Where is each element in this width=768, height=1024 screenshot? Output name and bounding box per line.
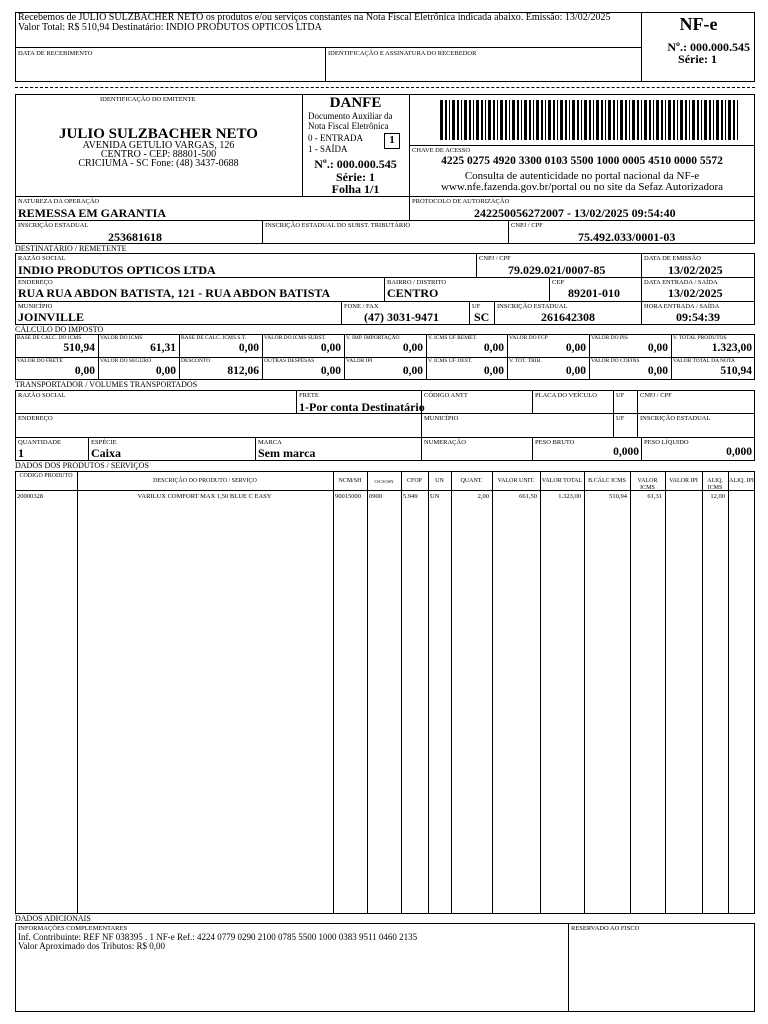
canhoto-nfe-title: NF-e — [679, 14, 718, 34]
imposto-label: VALOR DO COFINS — [591, 358, 640, 364]
emitente-cidade: CRICIUMA - SC Fone: (48) 3437-0688 — [78, 158, 239, 169]
barcode-bar — [697, 100, 699, 140]
ie-st-label: INSCRIÇÃO ESTADUAL DO SUBST. TRIBUTÁRIO — [265, 222, 411, 229]
barcode-bar — [493, 100, 495, 140]
barcode-bar — [505, 100, 507, 140]
barcode-bar — [725, 100, 726, 140]
barcode-bar — [656, 100, 659, 140]
barcode-bar — [548, 100, 551, 140]
column-header: VALOR ICMS — [637, 478, 658, 491]
barcode-bar — [488, 100, 491, 140]
column-header: VALOR TOTAL — [541, 478, 583, 484]
transp-qtd-label: QUANTIDADE — [18, 439, 61, 446]
dest-ie-label: INSCRIÇÃO ESTADUAL — [497, 303, 568, 310]
transp-uf-label: UF — [616, 392, 625, 399]
barcode-bar — [593, 100, 594, 140]
column-header: CÓDIGO PRODUTO — [19, 473, 73, 479]
produtos-box — [15, 471, 755, 914]
barcode-bar — [685, 100, 687, 140]
imposto-value: 510,94 — [63, 342, 95, 354]
imposto-value: 812,06 — [227, 365, 259, 377]
column-divider — [630, 471, 631, 914]
dest-cep-label: CEP — [552, 279, 564, 286]
danfe-sub1: Documento Auxiliar da — [308, 111, 393, 121]
imposto-label: VALOR DO ICMS — [100, 335, 143, 341]
assinatura-label: IDENTIFICAÇÃO E ASSINATURA DO RECEBEDOR — [328, 50, 477, 57]
imposto-label: VALOR DO PIS — [591, 335, 628, 341]
dest-cnpj: 79.029.021/0007-85 — [508, 263, 606, 277]
imposto-value: 1.323,00 — [711, 342, 752, 354]
imposto-label: VALOR DO ICMS SUBST. — [264, 335, 326, 341]
barcode-bar — [553, 100, 555, 140]
transp-especie-label: ESPÉCIE — [91, 439, 117, 446]
barcode-bar — [524, 100, 527, 140]
receipt-text: Recebemos de JULIO SULZBACHER NETO os produtos e/ou serviços constantes na Nota Fiscal Eletrônica indicada abaixo. Emissão: 13/02/2025 — [18, 12, 611, 23]
imposto-value: 0,00 — [155, 365, 176, 377]
transp-bruto: 0,000 — [613, 446, 639, 458]
transp-marca-label: MARCA — [258, 439, 282, 446]
barcode-bar — [541, 100, 543, 140]
imposto-label: VALOR IPI — [346, 358, 373, 364]
dest-uf-label: UF — [472, 303, 481, 310]
barcode-bar — [509, 100, 510, 140]
barcode-bar — [449, 100, 450, 140]
column-header: CFOP — [406, 478, 422, 484]
dest-bairro: CENTRO — [387, 286, 439, 300]
divider — [469, 301, 470, 325]
dest-emissao-label: DATA DE EMISSÃO — [644, 255, 701, 262]
transp-ie-label: INSCRIÇÃO ESTADUAL — [640, 415, 711, 422]
transp-endereco-label: ENDEREÇO — [18, 415, 53, 422]
imposto-label: BASE DE CÁLC. ICMS S.T. — [181, 335, 247, 341]
divider — [88, 437, 89, 461]
divider — [384, 277, 385, 301]
barcode-bar — [572, 100, 575, 140]
barcode-bar — [637, 100, 639, 140]
column-header: QUANT. — [460, 478, 483, 484]
barcode-bar — [473, 100, 474, 140]
barcode-bar — [737, 100, 738, 140]
imposto-value: 0,00 — [402, 342, 423, 354]
transportador-section: TRANSPORTADOR / VOLUMES TRANSPORTADOS — [15, 380, 198, 389]
danfe-title: DANFE — [329, 95, 382, 111]
canhoto-serie: Série: 1 — [678, 52, 717, 66]
barcode-bar — [701, 100, 702, 140]
column-divider — [367, 471, 368, 914]
column-header: VALOR IPI — [669, 478, 698, 484]
divider — [325, 47, 326, 82]
ie-value: 253681618 — [108, 230, 162, 244]
barcode-bar — [584, 100, 587, 140]
imposto-label: VALOR DO FRETE — [17, 358, 63, 364]
canhoto-numero: Nº.: 000.000.545 — [667, 40, 750, 54]
barcode-bar — [620, 100, 623, 140]
transp-liquido: 0,000 — [726, 446, 752, 458]
transp-antt-label: CÓDIGO ANTT — [424, 392, 468, 399]
danfe-saida: 1 - SAÍDA — [308, 144, 348, 154]
imposto-section: CÁLCULO DO IMPOSTO — [15, 325, 104, 334]
danfe-serie: Série: 1 — [336, 170, 375, 184]
divider — [476, 253, 477, 277]
emitente-bairro: CENTRO - CEP: 88801-500 — [100, 149, 217, 160]
consulta-1: Consulta de autenticidade no portal nacional da NF-e — [464, 170, 700, 182]
barcode-bar — [440, 100, 443, 140]
table-cell: UN — [430, 493, 440, 500]
divider — [641, 437, 642, 461]
barcode-bar — [545, 100, 546, 140]
emitente-endereco: AVENIDA GETULIO VARGAS, 126 — [82, 140, 235, 151]
column-divider — [540, 471, 541, 914]
barcode-bar — [581, 100, 582, 140]
column-header: DESCRIÇÃO DO PRODUTO / SERVIÇO — [153, 478, 257, 484]
barcode-bar — [533, 100, 534, 140]
barcode-bar — [461, 100, 462, 140]
barcode-bar — [629, 100, 630, 140]
barcode-bar — [617, 100, 618, 140]
divider — [532, 437, 533, 461]
dest-emissao: 13/02/2025 — [668, 263, 723, 277]
table-cell: 0900 — [369, 493, 382, 500]
imposto-value: 0,00 — [483, 342, 504, 354]
imposto-label: VALOR DO SEGURO — [100, 358, 151, 364]
barcode-bar — [577, 100, 579, 140]
cnpj-emit-label: CNPJ / CPF — [511, 222, 543, 229]
divider — [549, 277, 550, 301]
dest-bairro-label: BAIRRO / DISTRITO — [387, 279, 447, 286]
divider — [613, 390, 614, 437]
transp-qtd: 1 — [18, 446, 24, 460]
divider — [532, 390, 533, 413]
barcode-bar — [560, 100, 563, 140]
transp-especie: Caixa — [91, 446, 121, 460]
barcode-bar — [641, 100, 642, 140]
barcode-bar — [497, 100, 498, 140]
column-divider — [77, 471, 78, 914]
barcode-bar — [521, 100, 522, 140]
table-cell: 61,31 — [647, 493, 662, 500]
emitente-nome: JULIO SULZBACHER NETO — [59, 126, 258, 142]
danfe-numero: Nº.: 000.000.545 — [314, 157, 397, 171]
imposto-label: DESCONTO — [181, 358, 211, 364]
divider — [255, 437, 256, 461]
barcode-bar — [536, 100, 539, 140]
imposto-value: 0,00 — [565, 365, 586, 377]
transp-bruto-label: PESO BRUTO — [535, 439, 575, 446]
fisco-label: RESERVADO AO FISCO — [571, 925, 640, 932]
barcode-bar — [704, 100, 707, 140]
imposto-label: VALOR DO FCP — [509, 335, 548, 341]
transp-marca: Sem marca — [258, 446, 316, 460]
dest-endereco: RUA RUA ABDON BATISTA, 121 - RUA ABDON BATISTA — [18, 286, 331, 300]
column-header: ALIQ. IPI — [729, 478, 754, 484]
imposto-value: 0,00 — [74, 365, 95, 377]
natureza-value: REMESSA EM GARANTIA — [18, 206, 167, 220]
danfe-sub2: Nota Fiscal Eletrônica — [308, 121, 389, 131]
imposto-value: 0,00 — [402, 365, 423, 377]
barcode-bar — [481, 100, 483, 140]
transp-placa-label: PLACA DO VEÍCULO — [535, 392, 597, 399]
imposto-label: V. IMP. IMPORTAÇÃO — [346, 335, 400, 341]
transp-frete-label: FRETE — [299, 392, 319, 399]
barcode-bar — [605, 100, 606, 140]
column-header: O/CSOSN — [374, 479, 394, 484]
danfe-tipo: 1 — [389, 134, 395, 146]
barcode-bar — [632, 100, 635, 140]
dest-fone: (47) 3031-9471 — [364, 310, 439, 324]
barcode-bar — [512, 100, 515, 140]
chave-value: 4225 0275 4920 3300 0103 5500 1000 0005 4510 0000 5572 — [441, 155, 723, 167]
imposto-value: 0,00 — [320, 342, 341, 354]
divider — [15, 47, 642, 48]
dest-endereco-label: ENDEREÇO — [18, 279, 53, 286]
imposto-label: V. TOT. TRIB. — [509, 358, 542, 364]
divider — [409, 145, 755, 146]
column-divider — [492, 471, 493, 914]
barcode-bar — [469, 100, 471, 140]
divider — [15, 301, 755, 302]
imposto-value: 0,00 — [238, 342, 259, 354]
info-line-2: Valor Aproximado dos Tributos: R$ 0,00 — [18, 941, 166, 951]
divider — [641, 253, 642, 325]
produtos-section: DADOS DOS PRODUTOS / SERVIÇOS — [15, 461, 149, 470]
imposto-value: 0,00 — [647, 342, 668, 354]
barcode-bar — [485, 100, 486, 140]
barcode-bar — [601, 100, 603, 140]
divider — [637, 390, 638, 437]
divider — [494, 301, 495, 325]
barcode-bar — [557, 100, 558, 140]
barcode-bar — [452, 100, 455, 140]
transp-uf2-label: UF — [616, 415, 625, 422]
barcode-bar — [613, 100, 615, 140]
barcode-bar — [716, 100, 719, 140]
cut-line — [15, 87, 755, 88]
divider — [262, 220, 263, 244]
dest-saida-label: DATA ENTRADA / SAÍDA — [644, 279, 718, 286]
barcode-bar — [668, 100, 671, 140]
data-recebimento-label: DATA DE RECEBIMENTO — [18, 50, 93, 57]
barcode-bar — [644, 100, 647, 140]
barcode-bar — [733, 100, 735, 140]
barcode-bar — [589, 100, 591, 140]
transp-numeracao-label: NUMERAÇÃO — [424, 439, 466, 446]
column-divider — [428, 471, 429, 914]
destinatario-section: DESTINATÁRIO / REMETENTE — [15, 244, 127, 253]
dest-municipio: JOINVILLE — [18, 310, 85, 324]
info-line-1: Inf. Contribuinte: REF NF 038395 . 1 NF-e Ref.: 4224 0779 0290 2100 0785 5500 1000 0383 9511 0460 2135 — [18, 932, 418, 942]
column-header: UN — [435, 478, 444, 484]
danfe-folha: Folha 1/1 — [331, 182, 380, 196]
barcode-bar — [625, 100, 627, 140]
barcode-bar — [721, 100, 723, 140]
barcode-bar — [677, 100, 678, 140]
dest-razao: INDIO PRODUTOS OPTICOS LTDA — [18, 263, 216, 277]
table-cell: 12,00 — [710, 493, 725, 500]
column-header: NCM/SH — [338, 478, 362, 484]
barcode-bar — [464, 100, 467, 140]
column-divider — [451, 471, 452, 914]
table-cell: 510,94 — [609, 493, 627, 500]
barcode-bar — [569, 100, 570, 140]
dest-hora-label: HORA ENTRADA / SAÍDA — [644, 303, 720, 310]
imposto-label: BASE DE CÁLC. DO ICMS — [17, 335, 82, 341]
column-header: VALOR UNIT. — [497, 478, 535, 484]
barcode-bar — [445, 100, 447, 140]
barcode-bar — [476, 100, 479, 140]
protocolo-label: PROTOCOLO DE AUTORIZAÇÃO — [412, 198, 510, 205]
imposto-value: 0,00 — [565, 342, 586, 354]
barcode-bar — [457, 100, 459, 140]
protocolo-value: 242250056272007 - 13/02/2025 09:54:40 — [474, 206, 676, 220]
column-divider — [665, 471, 666, 914]
divider — [296, 390, 297, 413]
dest-ie: 261642308 — [541, 310, 595, 324]
table-cell: 20000328 — [17, 493, 43, 500]
imposto-label: V. TOTAL PRODUTOS — [673, 335, 727, 341]
table-cell: VARILUX COMFORT MAX 1,50 BLUE C EASY — [137, 493, 272, 500]
barcode-bar — [596, 100, 599, 140]
dest-municipio-label: MUNICÍPIO — [18, 303, 53, 310]
divider — [15, 437, 755, 438]
barcode-bar — [713, 100, 714, 140]
column-divider — [584, 471, 585, 914]
ie-label: INSCRIÇÃO ESTADUAL — [18, 222, 89, 229]
table-cell: 90015000 — [335, 493, 361, 500]
info-label: INFORMAÇÕES COMPLEMENTARES — [18, 925, 128, 932]
barcode-bar — [649, 100, 651, 140]
natureza-label: NATUREZA DA OPERAÇÃO — [18, 198, 100, 205]
imposto-label: OUTRAS DESPESAS — [264, 358, 315, 364]
dest-uf: SC — [474, 310, 490, 324]
column-divider — [333, 471, 334, 914]
imposto-label: VALOR TOTAL DA NOTA — [673, 358, 736, 364]
imposto-label: V. ICMS UF DEST. — [428, 358, 472, 364]
barcode-bar — [565, 100, 567, 140]
barcode-bar — [673, 100, 675, 140]
transp-razao-label: RAZÃO SOCIAL — [18, 392, 66, 399]
chave-label: CHAVE DE ACESSO — [412, 147, 471, 154]
imposto-value: 0,00 — [483, 365, 504, 377]
divider — [568, 923, 569, 1012]
barcode-bar — [692, 100, 695, 140]
receipt-text-2: Valor Total: R$ 510,94 Destinatário: INDIO PRODUTOS OPTICOS LTDA — [18, 22, 322, 33]
transp-frete: 1-Por conta Destinatário — [299, 400, 425, 414]
barcode-bar — [529, 100, 531, 140]
barcode-bar — [500, 100, 503, 140]
barcode-bar — [680, 100, 683, 140]
consulta-2: www.nfe.fazenda.gov.br/portal ou no site da Sefaz Autorizadora — [440, 181, 724, 193]
divider — [341, 301, 342, 325]
barcode-bar — [517, 100, 519, 140]
table-cell: 5.949 — [403, 493, 418, 500]
table-cell: 2,00 — [477, 493, 489, 500]
barcode-bar — [608, 100, 611, 140]
column-divider — [401, 471, 402, 914]
dest-saida: 13/02/2025 — [668, 286, 723, 300]
dest-cep: 89201-010 — [568, 286, 620, 300]
emitente-label: IDENTIFICAÇÃO DO EMITENTE — [100, 96, 196, 103]
table-cell: 1.323,00 — [558, 493, 581, 500]
table-cell: 661,50 — [519, 493, 537, 500]
divider — [508, 220, 509, 244]
dest-razao-label: RAZÃO SOCIAL — [18, 255, 66, 262]
barcode-bar — [665, 100, 666, 140]
dest-cnpj-label: CNPJ / CPF — [479, 255, 511, 262]
column-divider — [702, 471, 703, 914]
transp-liquido-label: PESO LÍQUIDO — [644, 439, 689, 446]
transp-cnpj-label: CNPJ / CPF — [640, 392, 672, 399]
imposto-value: 61,31 — [150, 342, 176, 354]
imposto-value: 510,94 — [720, 365, 752, 377]
transp-municipio-label: MUNICÍPIO — [424, 415, 459, 422]
barcode-bar — [728, 100, 731, 140]
dest-hora: 09:54:39 — [676, 310, 720, 324]
dest-fone-label: FONE / FAX — [344, 303, 379, 310]
column-divider — [728, 471, 729, 914]
barcode-bar — [661, 100, 663, 140]
adicionais-section: DADOS ADICIONAIS — [15, 914, 91, 923]
imposto-value: 0,00 — [647, 365, 668, 377]
barcode — [440, 100, 740, 140]
column-header: ALIQ. ICMS — [707, 478, 723, 491]
barcode-bar — [689, 100, 690, 140]
column-header: B.CÁLC ICMS — [588, 478, 626, 484]
imposto-label: V. ICMS UF REMET. — [428, 335, 477, 341]
imposto-value: 0,00 — [320, 365, 341, 377]
barcode-bar — [709, 100, 711, 140]
divider — [409, 196, 410, 221]
danfe-entrada: 0 - ENTRADA — [308, 133, 363, 143]
cnpj-emit-value: 75.492.033/0001-03 — [578, 230, 676, 244]
barcode-bar — [653, 100, 654, 140]
